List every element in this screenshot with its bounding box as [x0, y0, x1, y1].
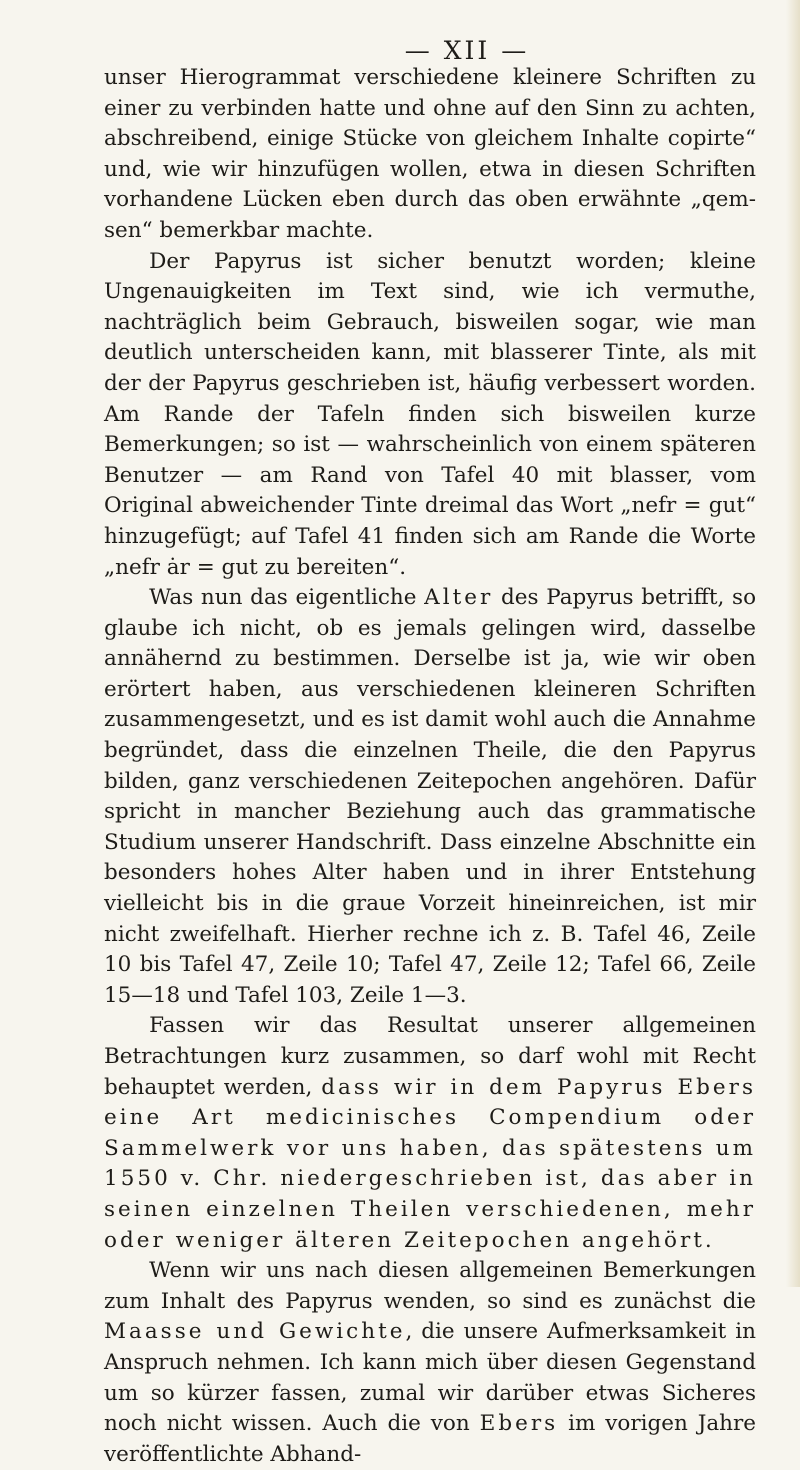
emphasized-text: Ebers [479, 1411, 559, 1437]
body-text [104, 63, 756, 1470]
paragraph [104, 583, 756, 1011]
text-segment: Was nun das eigentliche [149, 585, 425, 611]
text-segment: im vorigen Jahre veröffentlichte Abhand- [104, 1411, 756, 1467]
paragraph [104, 1256, 756, 1470]
paragraph [104, 63, 756, 247]
page-number-header: — XII — [404, 36, 530, 65]
page-edge-shadow [786, 0, 800, 1287]
emphasized-text: Alter [424, 585, 494, 611]
text-segment: Fassen wir das Resultat unserer allgemeinen Betrachtungen kurz zusammen, so darf wohl mit Recht behauptet werden, [104, 1013, 756, 1100]
text-segment: des Papyrus betrifft, so glaube ich nicht, ob es jemals gelingen wird, dasselbe annähernd zu bestimmen. Derselbe ist ja, wie wir oben erörtert haben, aus verschiedenen kleineren Schriften zusammengesetzt, und es ist damit wohl auch die Annahme begründet, dass die einzelnen Theile, die den Papyrus bilden, ganz verschiedenen Zeitepochen angehören. Dafür spricht in mancher Beziehung auch das grammatische Studium unserer Handschrift. Dass einzelne Abschnitte ein besonders hohes Alter haben und in ihrer Entstehung vielleicht bis in die graue Vorzeit hineinreichen, ist mir nicht zweifelhaft. Hierher rechne ich z. B. Tafel 46, Zeile 10 bis Tafel 47, Zeile 10; Tafel 47, Zeile 12; Tafel 66, Zeile 15—18 und Tafel 103, Zeile 1—3. [104, 585, 757, 1008]
text-segment: Der Papyrus ist sicher benutzt worden; kleine Ungenauigkeiten im Text sind, wie ich vermuthe, nachträglich beim Gebrauch, bisweilen sogar, wie man deutlich unterscheiden kann, mit blasserer Tinte, als mit der der Papyrus geschrieben ist, häufig verbessert worden. Am Rande der Tafeln finden sich bisweilen kurze Bemerkungen; so ist — wahrscheinlich von einem späteren Benutzer — am Rand von Tafel 40 mit blasser, vom Original abweichender Tinte dreimal das Wort „nefr = gut“ hinzugefügt; auf Tafel 41 finden sich am Rande die Worte „nefr ȧr = gut zu bereiten“. [104, 248, 756, 580]
emphasized-text: dass wir in dem Papyrus Ebers eine Art medicinisches Compendium oder Sammelwerk vor uns haben, das spätestens um 1550 v. Chr. niedergeschrieben ist, das aber in seinen einzelnen Theilen verschiedenen, mehr oder weniger älteren Zeitepochen angehört. [104, 1074, 756, 1253]
text-segment: Wenn wir uns nach diesen allgemeinen Bemerkungen zum Inhalt des Papyrus wenden, so sind es zunächst die [104, 1258, 756, 1314]
paragraph [104, 1011, 756, 1256]
emphasized-text: Maasse und Gewichte [104, 1319, 406, 1345]
text-segment: unser Hierogrammat verschiedene kleinere Schriften zu einer zu verbinden hatte und ohne auf den Sinn zu achten, abschreibend, einige Stücke von gleichem Inhalte copirte“ und, wie wir hinzufügen wollen, etwa in diesen Schriften vorhandene Lücken eben durch das oben erwähnte „qem-sen“ bemerkbar machte. [104, 65, 756, 243]
paragraph [104, 247, 756, 584]
text-segment: , die unsere Aufmerksamkeit in Anspruch nehmen. Ich kann mich über diesen Gegenstand um so kürzer fassen, zumal wir darüber etwas Sicheres noch nicht wissen. Auch die von [104, 1319, 756, 1437]
